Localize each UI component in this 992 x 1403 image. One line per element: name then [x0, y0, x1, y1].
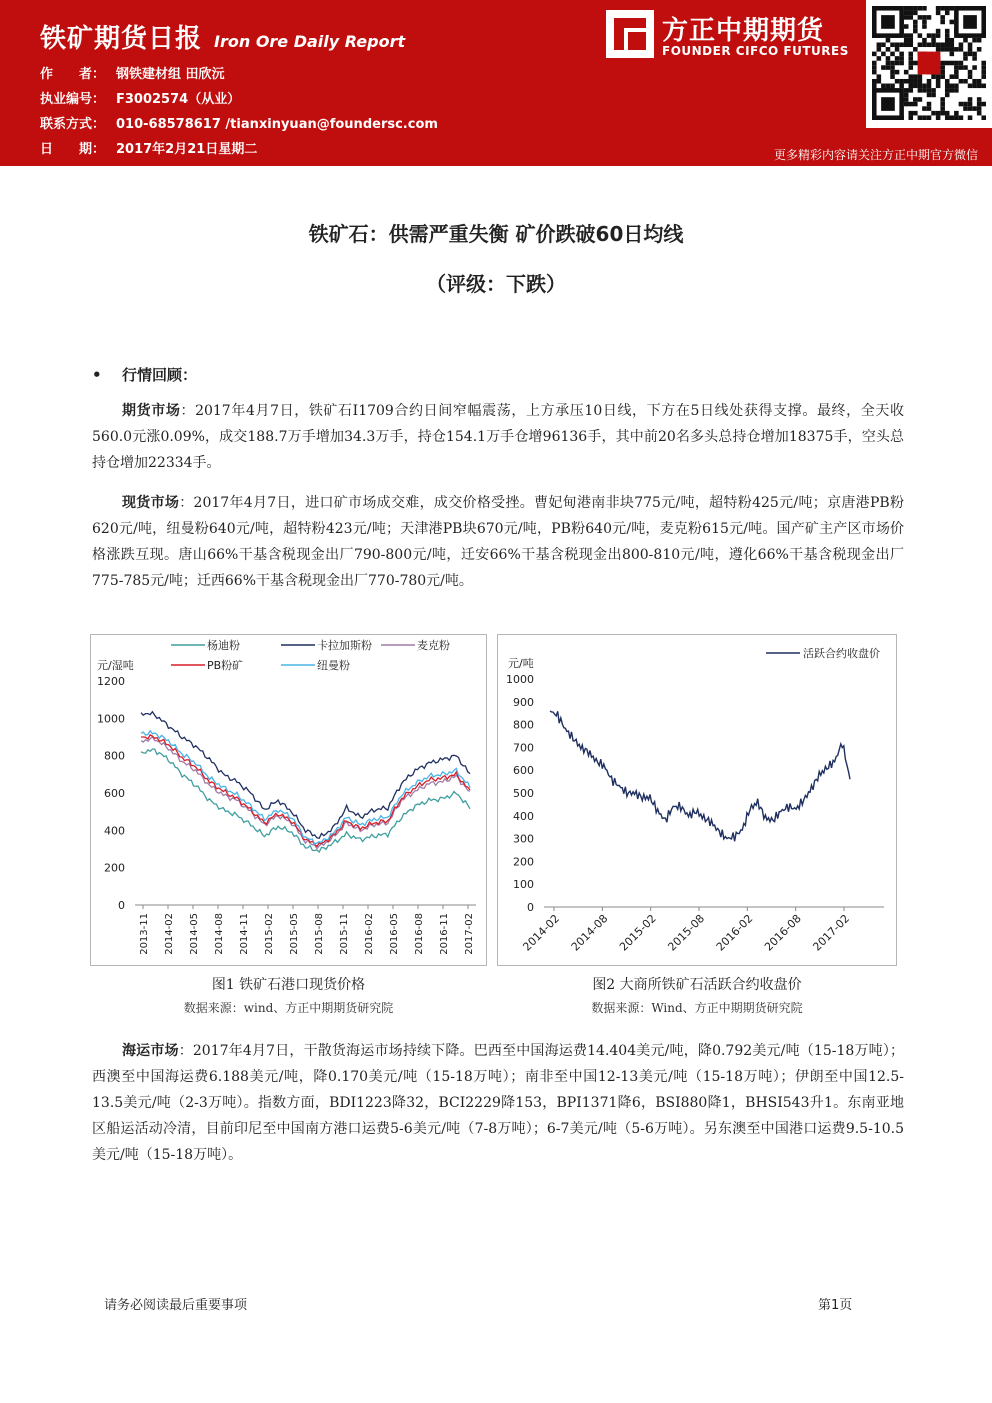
chart1-ytick: 600: [104, 787, 125, 800]
meta-row-license: [40, 87, 438, 112]
chart1-xtick-label: 2015-05: [289, 913, 300, 955]
futures-lead: 期货市场: [122, 403, 181, 419]
spot-text: ：2017年4月7日，进口矿市场成交难，成交价格受挫。曹妃甸港南非块775元/吨，超特粉425元/吨；京唐港PB粉620元/吨，纽曼粉640元/吨，超特粉423元/吨；天津港PB块670元/吨，PB粉640元/吨，麦克粉615元/吨。国产矿主产区市场价格涨跌互现。唐山66%干基含税现金出厂790-800元/吨，迁安66%干基含税现金出800-810元/吨，遵化66%干基含税现金出厂775-785元/吨；迁西66%干基含税现金出厂770-780元/吨。: [92, 495, 905, 589]
meta-row-date: [40, 137, 438, 162]
chart1-ytick: 1200: [97, 675, 125, 688]
chart1-legend-label: PB粉矿: [207, 659, 244, 672]
chart1-ytick: 0: [118, 899, 125, 912]
chart-dce-active-contract: [497, 634, 897, 966]
qr-code-icon: [866, 0, 992, 128]
meta-key: 执业编号：: [40, 92, 106, 107]
chart1-xtick-label: 2017-02: [464, 913, 475, 955]
meta-key: 联系方式：: [40, 117, 106, 132]
chart1-legend-label: 纽曼粉: [317, 659, 350, 672]
chart2-svg: [498, 635, 896, 965]
chart1-xtick-label: 2014-02: [164, 913, 175, 955]
chart1-xtick-label: 2016-02: [364, 913, 375, 955]
report-header: [0, 0, 992, 166]
chart1-svg: [91, 635, 486, 965]
fig2-source: 数据来源：Wind、方正中期期货研究院: [591, 1001, 803, 1015]
report-rating: （评级：下跌）: [426, 272, 566, 296]
follow-wechat-text: 更多精彩内容请关注方正中期官方微信: [773, 148, 978, 162]
report-cn-title: 铁矿期货日报: [40, 24, 203, 54]
chart2-ytick: 500: [513, 787, 534, 800]
meta-value: F3002574（从业）: [116, 92, 241, 107]
report-en-title: Iron Ore Daily Report: [214, 32, 406, 51]
shipping-text: ：2017年4月7日，干散货海运市场持续下降。巴西至中国海运费14.404美元/吨，降0.792美元/吨（15-18万吨）；西澳至中国海运费6.188美元/吨，降0.170美元/吨（15-18万吨）；南非至中国12-13美元/吨（15-18万吨）；伊朗至中国12.5-13.5美元/吨（2-3万吨）。指数方面，BDI1223降32，BCI2229降153，BPI1371降6，BSI880降1，BHSI543升1。东南亚地区船运活动冷清，目前印尼至中国南方港口运费5-6美元/吨（7-8万吨）；6-7美元/吨（5-6万吨）。另东澳至中国港口运费9.5-10.5美元/吨（15-18万吨）。: [92, 1043, 904, 1163]
bullet-icon: •: [92, 366, 102, 384]
chart2-xtick-label: 2015-08: [665, 911, 708, 954]
chart1-series-line: [141, 712, 470, 839]
chart2-ytick: 0: [527, 901, 534, 914]
chart1-legend-label: 麦克粉: [417, 639, 450, 652]
company-logo: [598, 0, 866, 128]
chart1-xtick-label: 2015-02: [264, 913, 275, 955]
chart2-xtick-label: 2015-02: [617, 911, 659, 954]
chart1-xtick-label: 2016-05: [389, 913, 400, 955]
meta-key: 作 者：: [40, 67, 106, 82]
chart2-xtick-label: 2014-08: [568, 911, 611, 954]
meta-value: 2017年2月21日星期二: [116, 142, 258, 157]
chart1-ytick: 200: [104, 861, 125, 875]
chart1-xtick-label: 2013-11: [139, 913, 150, 955]
author-meta: [40, 62, 438, 162]
chart2-ytick: 800: [513, 718, 534, 732]
section-heading-text: 行情回顾：: [122, 366, 198, 384]
meta-row-author: [40, 62, 438, 87]
chart2-ytick: 400: [513, 809, 534, 823]
report-title: 铁矿石：供需严重失衡 矿价跌破60日均线: [308, 222, 684, 246]
meta-row-contact: [40, 112, 438, 137]
chart2-ytick: 900: [513, 695, 534, 709]
chart2-ytick: 700: [513, 741, 534, 755]
logo-cn-text: 方正中期期货: [662, 16, 825, 46]
chart2-ytick: 300: [513, 832, 534, 846]
chart2-ytick: 200: [513, 855, 534, 869]
chart1-legend-label: 杨迪粉: [207, 639, 240, 652]
chart2-xtick-label: 2014-02: [520, 911, 563, 954]
chart1-xtick-label: 2014-11: [239, 913, 250, 955]
chart-port-spot-prices: [90, 634, 487, 966]
chart1-xtick-label: 2014-08: [214, 913, 225, 955]
spot-lead: 现货市场: [122, 495, 180, 511]
chart1-xtick-label: 2016-11: [439, 913, 450, 955]
chart2-series-line: [550, 711, 850, 841]
meta-value: 钢铁建材组 田欣沅: [116, 67, 225, 82]
shipping-paragraph: [92, 1038, 904, 1168]
footer-disclaimer: 请务必阅读最后重要事项: [104, 1298, 248, 1313]
chart2-xtick-label: 2017-02: [810, 911, 853, 954]
logo-en-text: FOUNDER CIFCO FUTURES: [662, 44, 849, 58]
fig2-caption: 图2 大商所铁矿石活跃合约收盘价: [592, 977, 802, 993]
chart1-xtick-label: 2016-08: [414, 913, 425, 955]
chart2-xtick-label: 2016-08: [762, 911, 804, 954]
chart2-ylabel: 元/吨: [508, 657, 534, 670]
chart1-ytick: 800: [104, 749, 125, 763]
meta-key: 日 期：: [40, 142, 106, 157]
chart1-series-line: [141, 735, 470, 847]
futures-text: ：2017年4月7日，铁矿石I1709合约日间窄幅震荡，上方承压10日线，下方在5日线处获得支撑。最终，全天收560.0元涨0.09%，成交188.7万手增加34.3万手，持仓154.1万手仓增96136手，其中前20名多头总持仓增加18375手，空头总持仓增加22334手。: [92, 403, 905, 471]
chart2-xtick-label: 2016-02: [713, 911, 756, 954]
spot-paragraph: [92, 490, 904, 594]
chart2-ytick: 600: [513, 764, 534, 778]
header-title-row: [40, 18, 405, 55]
futures-paragraph: [92, 398, 904, 476]
chart1-ytick: 1000: [97, 712, 125, 726]
shipping-lead: 海运市场: [122, 1043, 179, 1059]
chart2-ytick: 1000: [506, 673, 534, 686]
chart1-ytick: 400: [104, 824, 125, 838]
founder-logo-icon: [606, 10, 654, 58]
chart1-ylabel: 元/湿吨: [97, 659, 134, 672]
qr-code-graphic: [872, 6, 986, 120]
chart1-xtick-label: 2015-08: [314, 913, 325, 955]
fig1-caption: 图1 铁矿石港口现货价格: [211, 977, 366, 993]
chart2-legend-label: 活跃合约收盘价: [803, 647, 880, 660]
chart1-xtick-label: 2015-11: [339, 913, 350, 955]
chart1-xtick-label: 2014-05: [189, 913, 200, 955]
meta-value: 010-68578617 /tianxinyuan@foundersc.com: [116, 117, 438, 132]
footer-page-number: 第1页: [818, 1298, 853, 1313]
section-heading: [92, 364, 197, 385]
chart2-ytick: 100: [513, 878, 534, 892]
fig1-source: 数据来源：wind、方正中期期货研究院: [183, 1001, 394, 1015]
chart1-legend-label: 卡拉加斯粉: [317, 639, 372, 652]
